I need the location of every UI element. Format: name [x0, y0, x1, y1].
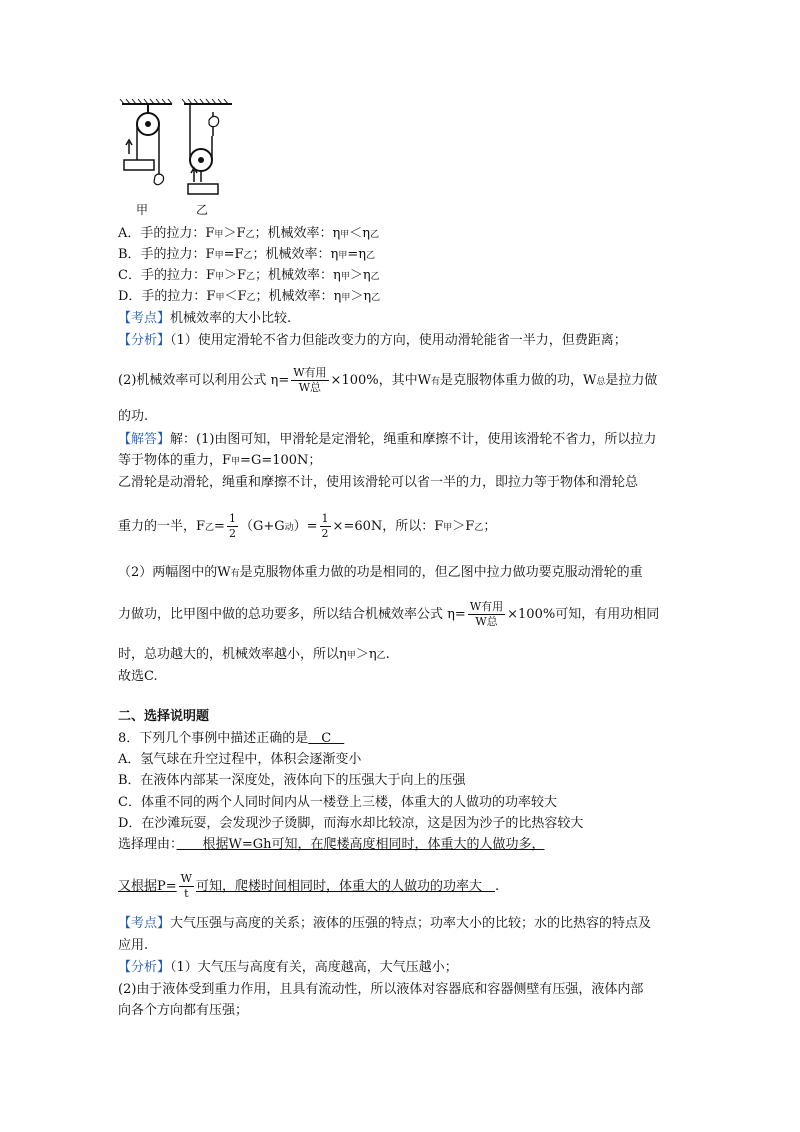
fixed-pulley	[124, 104, 164, 185]
q8-option-a: A．氢气球在升空过程中，体积会逐渐变小	[118, 752, 362, 767]
q7-jieda-3: 乙滑轮是动滑轮，绳重和摩擦不计，使用该滑轮可以省一半的力，即拉力等于物体和滑轮总	[118, 475, 639, 490]
fenxi-tag: 【分析】	[118, 960, 171, 975]
q7-option-a: A．手的拉力：F甲＞F乙；机械效率：η甲＜η乙	[118, 226, 380, 241]
q7-jieda-1: 【解答】解：(1)由图可知，甲滑轮是定滑轮，绳重和摩擦不计，使用该滑轮不省力，所以拉力	[118, 432, 657, 447]
q7-jieda-7: 时，总功越大的，机械效率越小，所以η甲＞η乙.	[118, 647, 390, 662]
q8-stem: 8．下列几个事例中描述正确的是 C	[118, 731, 345, 746]
q8-reason-2: 又根据P= $\frac{W}{t}$ 可知，爬楼时间相同时，体重大的人做功的功率大 .	[118, 872, 500, 900]
jieda-tag: 【解答】	[118, 432, 171, 447]
section-title: 二、选择说明题	[118, 709, 210, 724]
kaodian-tag: 【考点】	[118, 916, 171, 931]
q7-fenxi-1: 【分析】（1）使用定滑轮不省力但能改变力的方向，使用动滑轮能省一半力，但费距离；	[118, 333, 627, 348]
figure-label-jia: 甲	[136, 203, 149, 217]
q7-fenxi-2: (2)机械效率可以利用公式 η= $\frac{\text{W有用}}{\text{W总}}$ ×100%，其中W有是克服物体重力做的功，W总是拉力做	[118, 366, 658, 394]
q8-reason-1: 选择理由： 根据W=Gh可知，在爬楼高度相同时，体重大的人做功多，	[118, 837, 545, 852]
power-fraction: $\frac{W}{t}$	[180, 872, 192, 900]
q8-kaodian-2: 应用.	[118, 938, 149, 953]
kaodian-tag: 【考点】	[118, 311, 171, 326]
half-fraction-1: $\frac{1}{2}$	[228, 512, 236, 540]
q8-kaodian-1: 【考点】大气压强与高度的关系；液体的压强的特点；功率大小的比较；水的比热容的特点及	[118, 916, 652, 931]
movable-pulley	[188, 104, 219, 194]
q8-fenxi-1: 【分析】（1）大气压与高度有关，高度越高，大气压越小；	[118, 960, 458, 975]
q8-option-c: C．体重不同的两个人同时间内从一楼登上三楼，体重大的人做功的功率较大	[118, 795, 557, 810]
ceiling-jia	[120, 99, 172, 104]
q8-fenxi-3: 向各个方向都有压强；	[118, 1003, 249, 1018]
efficiency-fraction: $\frac{\text{W有用}}{\text{W总}}$	[293, 366, 327, 394]
efficiency-fraction-2: $\frac{\text{W有用}}{\text{W总}}$	[469, 600, 504, 628]
q8-answer-blank: C	[308, 731, 345, 746]
fenxi-tag: 【分析】	[118, 333, 171, 348]
ceiling-yi	[182, 99, 232, 104]
q7-option-b: B．手的拉力：F甲=F乙；机械效率：η甲=η乙	[118, 247, 376, 262]
q7-jieda-2: 等于物体的重力，F甲=G=100N；	[118, 453, 322, 468]
q7-kaodian: 【考点】机械效率的大小比较.	[118, 311, 292, 326]
q8-fenxi-2: (2)由于液体受到重力作用，且具有流动性，所以液体对容器底和容器侧壁有压强，液体内部	[118, 982, 644, 997]
pulley-figure	[118, 98, 248, 218]
q8-option-b: B．在液体内部某一深度处，液体向下的压强大于向上的压强	[118, 773, 466, 788]
q7-option-d: D．手的拉力：F甲＜F乙；机械效率：η甲＞η乙	[118, 289, 381, 304]
q7-jieda-4: 重力的一半，F乙= $\frac{1}{2}$ （G+G动）= $\frac{1}{2}$ ×=60N，所以：F甲＞F乙；	[118, 512, 497, 540]
q8-option-d: D．在沙滩玩耍，会发现沙子烫脚，而海水却比较凉，这是因为沙子的比热容较大	[118, 816, 584, 831]
q7-fenxi-3: 的功.	[118, 409, 149, 424]
q7-jieda-6: 力做功，比甲图中做的总功要多，所以结合机械效率公式 η= $\frac{\text{W有用}}{\text{W总}}$ ×100%可知，有用功相同	[118, 600, 660, 628]
q7-answer: 故选C.	[118, 669, 158, 684]
half-fraction-2: $\frac{1}{2}$	[321, 512, 329, 540]
figure-label-yi: 乙	[196, 203, 209, 217]
q7-jieda-5: （2）两幅图中的W有是克服物体重力做的功是相同的，但乙图中拉力做功要克服动滑轮的重	[118, 565, 643, 580]
q7-option-c: C．手的拉力：F甲＞F乙；机械效率：η甲＞η乙	[118, 268, 380, 283]
